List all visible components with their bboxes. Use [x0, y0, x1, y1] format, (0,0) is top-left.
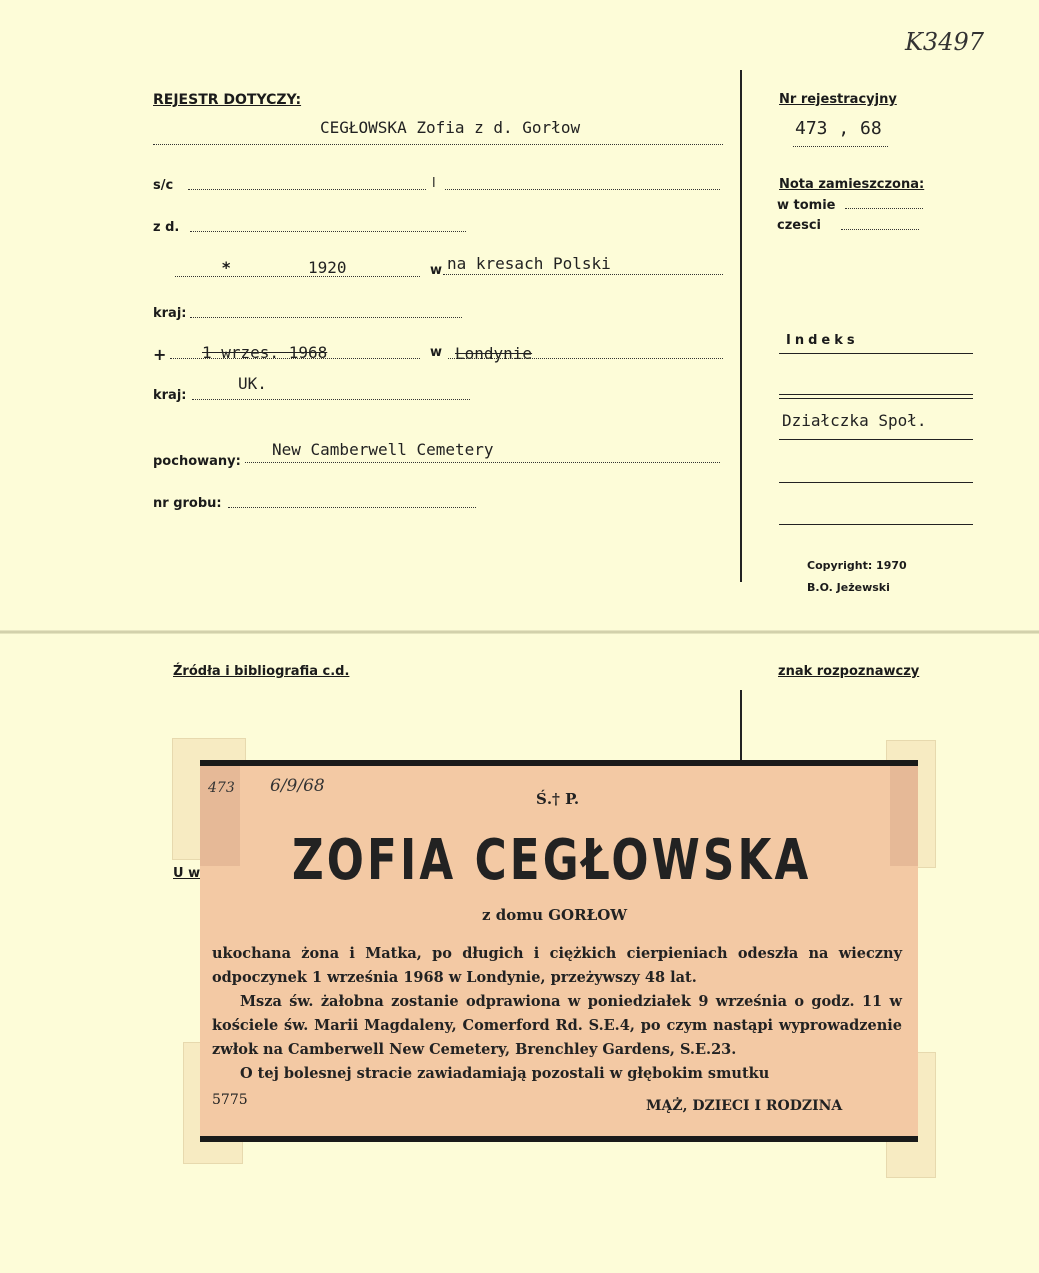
death-place: Londynie	[455, 344, 533, 363]
czesci-label: czesci	[777, 218, 821, 233]
corner-catalog-number: K3497	[905, 28, 985, 56]
reg-value: 473 , 68	[795, 118, 882, 139]
indeks-line-2	[779, 394, 973, 395]
clip-deceased-name: ZOFIA CEGŁOWSKA	[292, 828, 812, 893]
uw-label: U w	[173, 866, 201, 881]
kraj2-value: UK.	[238, 374, 267, 393]
fold-line	[0, 630, 1039, 634]
death-date: 1 wrzes. 1968	[202, 343, 328, 362]
kraj2-dotted-line	[192, 399, 470, 400]
death-dotted-line	[170, 358, 420, 359]
grave-dotted-line	[228, 507, 476, 508]
death-place-dotted	[448, 358, 723, 359]
indeks-line-5	[779, 482, 973, 483]
tom-label: w tomie	[777, 198, 836, 213]
buried-value: New Camberwell Cemetery	[272, 440, 494, 459]
birth-place: na kresach Polski	[447, 254, 611, 273]
birth-place-dotted	[443, 274, 723, 275]
column-divider-bottom	[740, 690, 742, 760]
name-value: CEGŁOWSKA Zofia z d. Gorłow	[320, 118, 581, 137]
mark-label: znak rozpoznawczy	[778, 664, 920, 679]
reg-label: Nr rejestracyjny	[779, 92, 897, 107]
clip-maiden-name: z domu GORŁOW	[482, 906, 628, 924]
clip-paragraph-3: O tej bolesnej stracie zawiadamiają pozostali w głębokim smutku	[240, 1065, 770, 1082]
reg-dotted	[793, 146, 888, 147]
death-symbol: +	[153, 345, 167, 364]
obituary-clipping	[200, 760, 918, 1142]
kraj1-label: kraj:	[153, 306, 187, 321]
buried-label: pochowany:	[153, 454, 241, 469]
clip-bleed-right	[890, 766, 918, 866]
clip-sp: Ś.† P.	[536, 790, 580, 808]
clip-paragraph-2: Msza św. żałobna zostanie odprawiona w poniedziałek 9 września o godz. 11 w kościele św. Marii Magdaleny, Comerford Rd. S.E.4, po czym nastąpi wyprowadzenie zwłok na Camberwell New Cemetery, Brenchley Gardens, S.E.23.	[212, 993, 902, 1058]
clip-handwritten-date: 6/9/68	[270, 776, 325, 796]
sc-label: s/c	[153, 178, 174, 193]
indeks-line-6	[779, 524, 973, 525]
czesci-dotted	[841, 229, 919, 230]
clip-number: 5775	[212, 1092, 248, 1108]
death-w: w	[430, 345, 443, 360]
indeks-value: Działczka Społ.	[782, 411, 927, 430]
registry-header: REJESTR DOTYCZY:	[153, 92, 302, 108]
indeks-line-1	[779, 353, 973, 354]
sources-label: Źródła i bibliografia c.d.	[173, 664, 350, 679]
sc-dotted-line-2	[445, 189, 720, 190]
grave-label: nr grobu:	[153, 496, 222, 511]
tom-dotted	[845, 208, 923, 209]
indeks-line-3	[779, 398, 973, 399]
birth-symbol: *	[222, 258, 231, 277]
copyright: Copyright: 1970	[807, 559, 907, 572]
clip-signature: MĄŻ, DZIECI I RODZINA	[646, 1098, 843, 1114]
zd-dotted-line	[190, 231, 466, 232]
nota-label: Nota zamieszczona:	[779, 177, 925, 192]
name-dotted-line	[153, 144, 723, 145]
indeks-label: Indeks	[786, 333, 859, 348]
indeks-line-4	[779, 439, 973, 440]
buried-dotted-line	[245, 462, 720, 463]
birth-w: w	[430, 263, 443, 278]
birth-dotted-line	[175, 276, 420, 277]
kraj2-label: kraj:	[153, 388, 187, 403]
sc-dotted-line	[188, 189, 426, 190]
clip-paragraph-1: ukochana żona i Matka, po długich i ciężkich cierpieniach odeszła na wieczny odpoczynek 1 września 1968 w Londynie, przeżywszy 48 lat.	[212, 945, 902, 986]
birth-year: 1920	[308, 258, 347, 277]
sc-separator: l	[432, 176, 436, 191]
column-divider-top	[740, 70, 742, 582]
zd-label: z d.	[153, 220, 180, 235]
clip-handwritten-number: 473	[208, 780, 235, 796]
author: B.O. Jeżewski	[807, 581, 890, 594]
kraj1-dotted-line	[190, 317, 462, 318]
